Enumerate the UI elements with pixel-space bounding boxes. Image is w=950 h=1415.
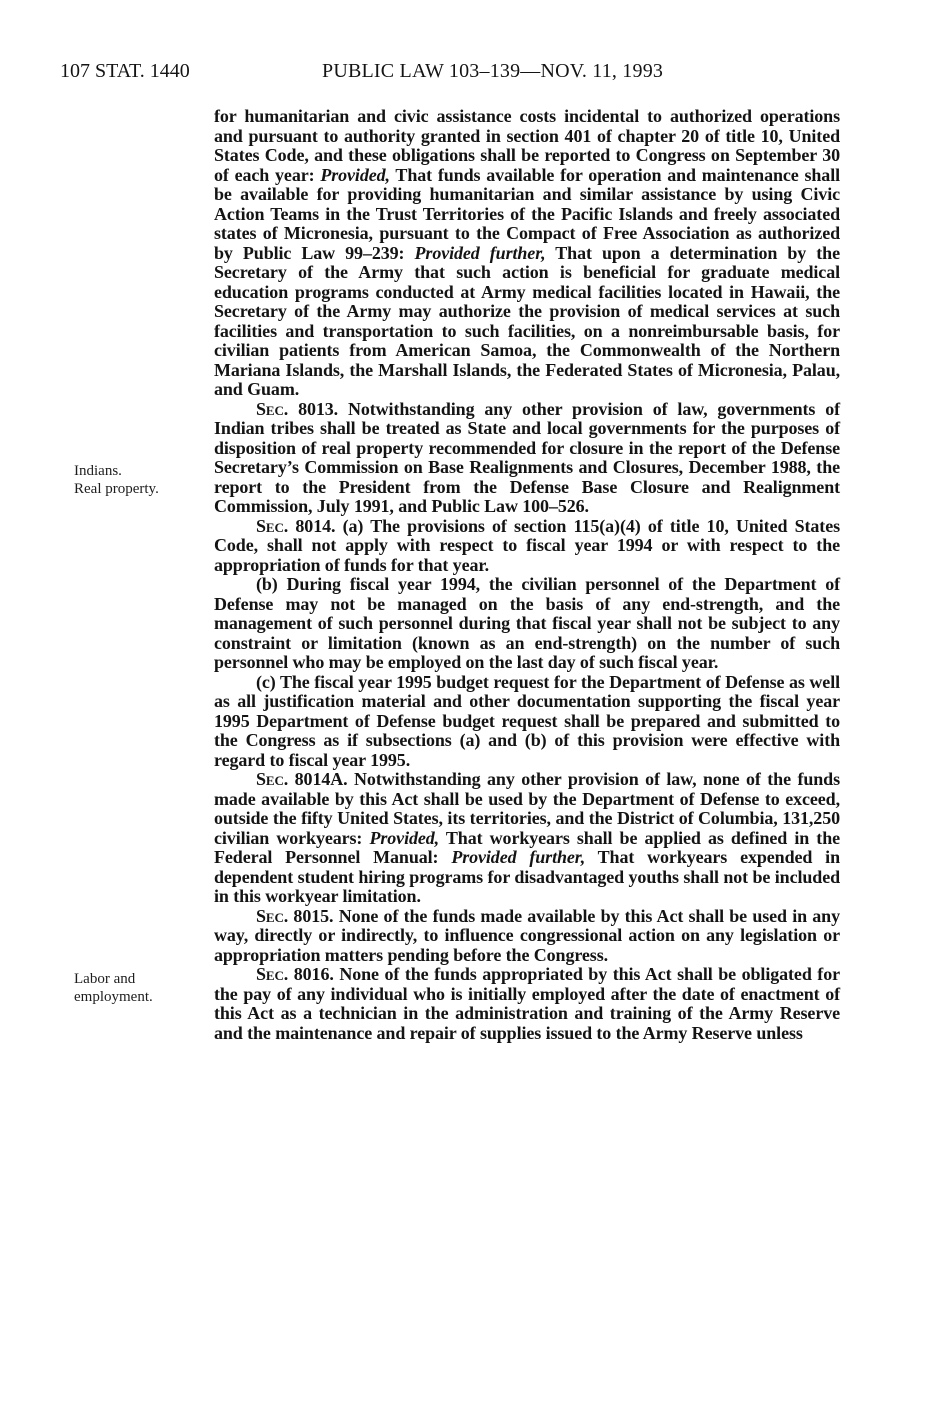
text-run: 8016. None of the funds appropriated by this Act shall be obligated for the pay of any individual who is initially employed after the date of enactment of this Act as a technician in the administration and training of the Army Reserve and the maintenance and repair of supplies issued to the Army Reserve unless [214, 964, 840, 1043]
margin-note-labor [74, 970, 199, 1006]
margin-note-line: employment. [74, 989, 153, 1005]
text-run: 8015. None of the funds made available by this Act shall be used in any way, directly or indirectly, to influence congressional action on any legislation or appropriation matters pending before the Congress. [214, 905, 840, 965]
proviso-italic: Provided further, [451, 847, 586, 867]
margin-note-line: Labor and [74, 971, 136, 987]
margin-note-line: Indians. [74, 463, 122, 479]
paragraph-continuation [214, 107, 840, 400]
proviso-italic: Provided, [320, 164, 390, 185]
statute-page-number: 107 STAT. 1440 [60, 60, 190, 82]
section-label: Sec. [256, 905, 289, 926]
section-8014b: (b) During fiscal year 1994, the civilian personnel of the Department of Defense may not be managed on the basis of any end-strength, and the management of such personnel during that fiscal year shall not be subject to any constraint or limitation (known as an end-strength) on the number of such personnel who may be employed on the last day of such fiscal year. [214, 574, 840, 672]
text-run: 8013. Notwithstanding any other provision of law, governments of Indian tribes shall be treated as State and local governments for the purposes of disposition of real property recommended for closure in the report of the Defense Secretary’s Commission on Base Realignments and Closures, December 1988, the report to the President from the Defense Base Closure and Realignment Commission, July 1991, and Public Law 100–526. [214, 398, 840, 516]
section-8015 [214, 907, 840, 966]
proviso-italic: Provided, [369, 827, 440, 848]
text-run: for humanitarian and civic assistance costs incidental to authorized operations and pursuant to authority granted in section 401 of chapter 20 of title 10, United States Code, and these obligations shall be reported to Congress on September 30 of each year: [214, 106, 840, 185]
section-8014A [214, 770, 840, 907]
text-run: That workyears expended in dependent student hiring programs for disadvantaged youths shall not be included in this workyear limitation. [214, 847, 840, 906]
section-8014c: (c) The fiscal year 1995 budget request for the Department of Defense as well as all justification material and other documentation supporting the fiscal year 1995 Department of Defense budget request shall be prepared and submitted to the Congress as if subsections (a) and (b) of this provision were effective with regard to fiscal year 1995. [214, 671, 840, 770]
section-8016 [214, 965, 840, 1043]
section-label: Sec. [256, 515, 289, 536]
body-text [214, 107, 840, 1043]
section-label: Sec. [256, 769, 289, 789]
text-run: 8014. (a) The provisions of section 115(a)(4) of title 10, United States Code, shall not apply with respect to fiscal year 1994 or with respect to the appropriation of funds for that year. [214, 515, 840, 575]
margin-note-line: Real property. [74, 481, 159, 497]
running-header [60, 60, 860, 90]
proviso-italic: Provided further, [414, 242, 546, 263]
margin-note-indians [74, 462, 199, 498]
section-8013 [214, 400, 840, 517]
text-run: 8014A. Notwithstanding any other provision of law, none of the funds made available by this Act shall be used by the Department of Defense to exceed, outside the fifty United States, its territories, and the District of Columbia, 131,250 civilian workyears: [214, 769, 840, 848]
text-run: That upon a determination by the Secretary of the Army that such action is beneficial for graduate medical education programs conducted at Army medical facilities located in Hawaii, the Secretary of the Army may authorize the provision of medical services at such facilities and transportation to such facilities, on a nonreimbursable basis, for civilian patients from American Samoa, the Commonwealth of the Northern Mariana Islands, the Marshall Islands, the Federated States of Micronesia, Palau, and Guam. [214, 242, 840, 399]
section-label: Sec. [256, 964, 289, 984]
section-8014a [214, 517, 840, 576]
public-law-citation: PUBLIC LAW 103–139—NOV. 11, 1993 [322, 60, 664, 82]
section-label: Sec. [256, 398, 289, 419]
text-run: That funds available for operation and maintenance shall be available for providing humanitarian and similar assistance by using Civic Action Teams in the Trust Territories of the Pacific Islands and freely associated states of Micronesia, pursuant to the Compact of Free Association as authorized by Public Law 99–239: [214, 164, 840, 263]
text-run: That workyears shall be applied as defined in the Federal Personnel Manual: [214, 827, 841, 867]
